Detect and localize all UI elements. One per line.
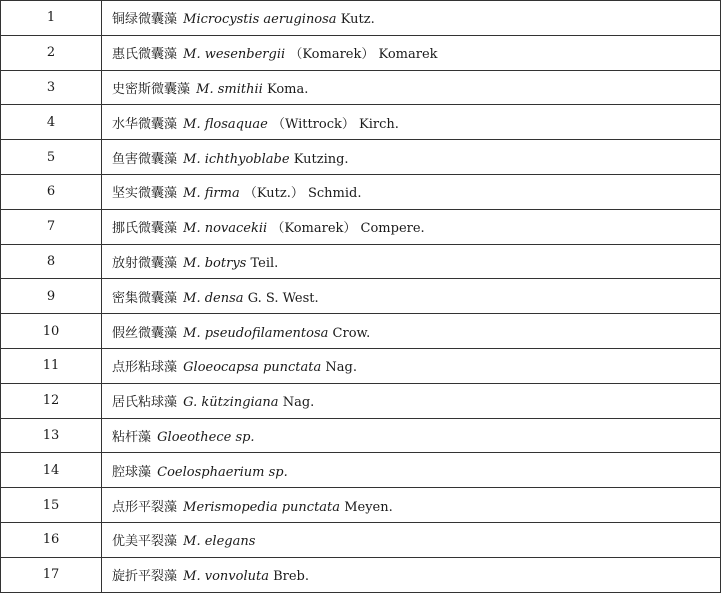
chinese-name: 挪氏微囊藻 — [112, 221, 178, 237]
chinese-name: 密集微囊藻 — [112, 290, 178, 306]
row-number: 2 — [1, 35, 102, 70]
table-row — [1, 314, 721, 349]
species-name — [102, 348, 721, 383]
chinese-name: 点形粘球藻 — [112, 360, 178, 376]
table-row — [1, 453, 721, 488]
row-number: 12 — [1, 383, 102, 418]
species-name — [102, 279, 721, 314]
chinese-name: 优美平裂藻 — [112, 534, 178, 550]
table-row — [1, 244, 721, 279]
row-number: 8 — [1, 244, 102, 279]
species-name — [102, 453, 721, 488]
table-row — [1, 557, 721, 592]
species-name — [102, 244, 721, 279]
chinese-name: 旋折平裂藻 — [112, 569, 178, 585]
author: （Komarek） Compere. — [271, 221, 425, 237]
chinese-name: 水华微囊藻 — [112, 116, 178, 132]
row-number: 10 — [1, 314, 102, 349]
species-name — [102, 70, 721, 105]
row-number: 14 — [1, 453, 102, 488]
scientific-name: Merismopedia punctata — [183, 499, 341, 515]
author: Kutzing. — [293, 151, 349, 167]
row-number: 15 — [1, 488, 102, 523]
table-row — [1, 488, 721, 523]
author: Nag. — [282, 395, 315, 411]
row-number: 3 — [1, 70, 102, 105]
species-name — [102, 522, 721, 557]
species-name — [102, 174, 721, 209]
chinese-name: 坚实微囊藻 — [112, 186, 178, 202]
scientific-name: M. firma — [183, 186, 240, 202]
chinese-name: 鱼害微囊藻 — [112, 151, 178, 167]
row-number: 16 — [1, 522, 102, 557]
scientific-name: M. densa — [183, 290, 244, 306]
author: Crow. — [332, 325, 371, 341]
species-name — [102, 557, 721, 592]
scientific-name: M. pseudofilamentosa — [183, 325, 329, 341]
chinese-name: 惠氏微囊藻 — [112, 47, 178, 63]
chinese-name: 放射微囊藻 — [112, 255, 178, 271]
species-name — [102, 105, 721, 140]
row-number: 5 — [1, 140, 102, 175]
table-row — [1, 174, 721, 209]
row-number: 7 — [1, 209, 102, 244]
chinese-name: 铜绿微囊藻 — [112, 12, 178, 28]
author: Breb. — [273, 569, 310, 585]
scientific-name: M. vonvoluta — [183, 569, 269, 585]
author: （Wittrock） Kirch. — [271, 116, 399, 132]
scientific-name: M. ichthyoblabe — [183, 151, 290, 167]
author: G. S. West. — [247, 290, 319, 306]
scientific-name: M. smithii — [196, 81, 263, 97]
scientific-name: M. flosaquae — [183, 116, 268, 132]
row-number: 4 — [1, 105, 102, 140]
species-name — [102, 314, 721, 349]
species-name — [102, 209, 721, 244]
table-row — [1, 383, 721, 418]
chinese-name: 腔球藻 — [112, 464, 152, 480]
row-number: 11 — [1, 348, 102, 383]
row-number: 1 — [1, 1, 102, 36]
species-name — [102, 140, 721, 175]
scientific-name: M. botrys — [183, 255, 247, 271]
chinese-name: 点形平裂藻 — [112, 499, 178, 515]
scientific-name: Coelosphaerium sp. — [157, 464, 288, 480]
table-row — [1, 209, 721, 244]
table-row — [1, 522, 721, 557]
species-name — [102, 488, 721, 523]
author: Koma. — [266, 81, 309, 97]
row-number: 6 — [1, 174, 102, 209]
row-number: 9 — [1, 279, 102, 314]
table-row — [1, 140, 721, 175]
row-number: 17 — [1, 557, 102, 592]
species-name — [102, 35, 721, 70]
table-row — [1, 70, 721, 105]
scientific-name: Microcystis aeruginosa — [183, 12, 337, 28]
table-row — [1, 418, 721, 453]
author: （Komarek） Komarek — [289, 47, 438, 63]
author: Nag. — [325, 360, 357, 376]
chinese-name: 假丝微囊藻 — [112, 325, 178, 341]
chinese-name: 史密斯微囊藻 — [112, 81, 191, 97]
species-name — [102, 383, 721, 418]
scientific-name: M. wesenbergii — [183, 47, 286, 63]
chinese-name: 粘杆藻 — [112, 429, 152, 445]
author: Meyen. — [344, 499, 393, 515]
chinese-name: 居氏粘球藻 — [112, 395, 178, 411]
author: Kutz. — [340, 12, 375, 28]
species-name — [102, 1, 721, 36]
table-row — [1, 1, 721, 36]
scientific-name: Gloeocapsa punctata — [183, 360, 322, 376]
table-row — [1, 348, 721, 383]
scientific-name: Gloeothece sp. — [157, 429, 255, 445]
author: Teil. — [250, 255, 279, 271]
row-number: 13 — [1, 418, 102, 453]
table-row — [1, 279, 721, 314]
scientific-name: M. elegans — [183, 534, 256, 550]
scientific-name: G. kützingiana — [183, 395, 279, 411]
table-row — [1, 35, 721, 70]
author: （Kutz.） Schmid. — [243, 186, 362, 202]
table-row — [1, 105, 721, 140]
scientific-name: M. novacekii — [183, 221, 268, 237]
species-name — [102, 418, 721, 453]
